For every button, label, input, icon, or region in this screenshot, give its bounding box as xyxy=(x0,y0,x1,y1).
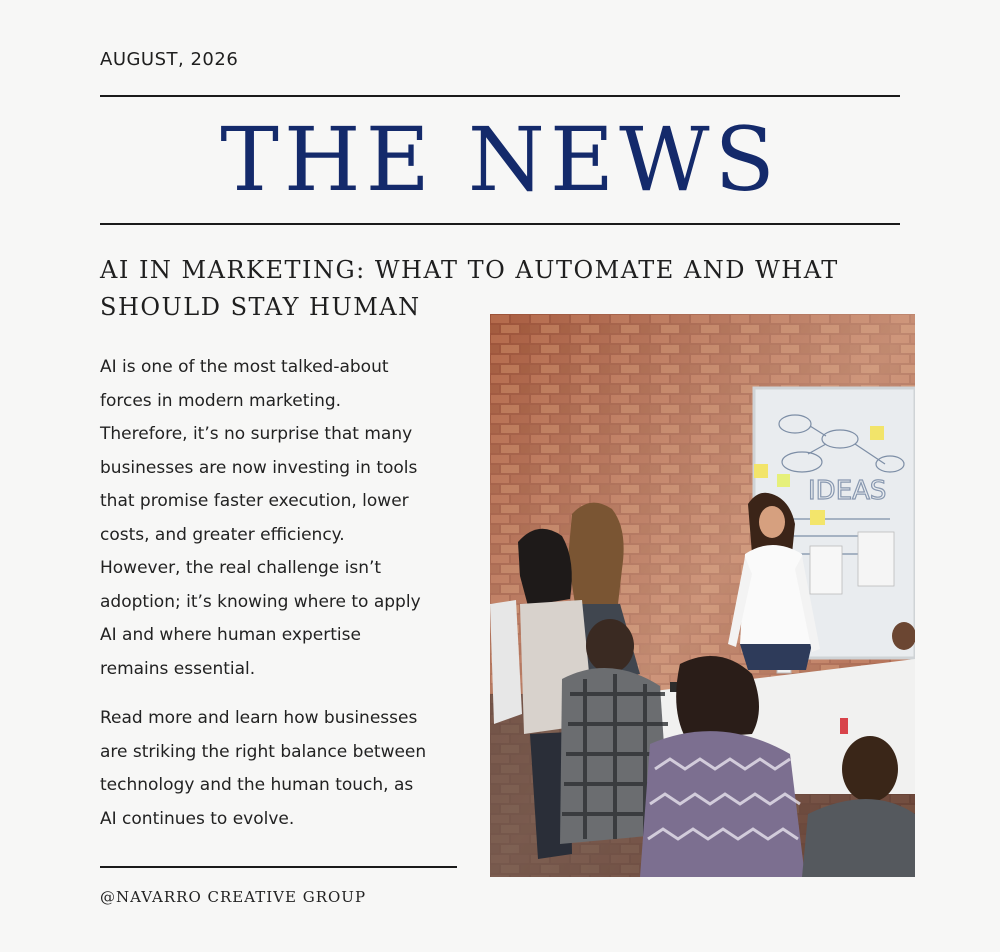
meeting-photo xyxy=(490,314,915,877)
body-line: AI is one of the most talked-about xyxy=(100,357,389,377)
headline-line: SHOULD STAY HUMAN xyxy=(100,293,421,321)
body-line: businesses are now investing in tools xyxy=(100,457,418,478)
top-divider xyxy=(100,95,900,97)
body-line: Read more and learn how businesses xyxy=(100,708,418,728)
footer-divider xyxy=(100,866,457,868)
article-paragraph-1 xyxy=(100,351,465,686)
body-line: forces in modern marketing. xyxy=(100,390,342,411)
body-line: AI and where human expertise xyxy=(100,625,361,645)
body-line: remains essential. xyxy=(100,658,256,679)
masthead-title: THE NEWS xyxy=(220,108,780,211)
body-line: costs, and greater efficiency. xyxy=(100,524,345,545)
whiteboard-text: IDEAS xyxy=(808,476,887,506)
body-line: technology and the human touch, as xyxy=(100,775,414,795)
headline-line: AI IN MARKETING: WHAT TO AUTOMATE AND WHAT xyxy=(100,256,839,284)
body-line: adoption; it’s knowing where to apply xyxy=(100,591,421,612)
body-line: are striking the right balance between xyxy=(100,741,427,762)
masthead-divider xyxy=(100,223,900,225)
article-body xyxy=(100,351,465,836)
body-line: that promise faster execution, lower xyxy=(100,491,409,511)
body-line: However, the real challenge isn’t xyxy=(100,558,382,578)
body-line: AI continues to evolve. xyxy=(100,808,295,829)
footer-credit: @NAVARRO CREATIVE GROUP xyxy=(100,888,367,906)
article-paragraph-2 xyxy=(100,702,465,836)
body-line: Therefore, it’s no surprise that many xyxy=(100,424,413,444)
issue-date: AUGUST, 2026 xyxy=(100,49,239,70)
